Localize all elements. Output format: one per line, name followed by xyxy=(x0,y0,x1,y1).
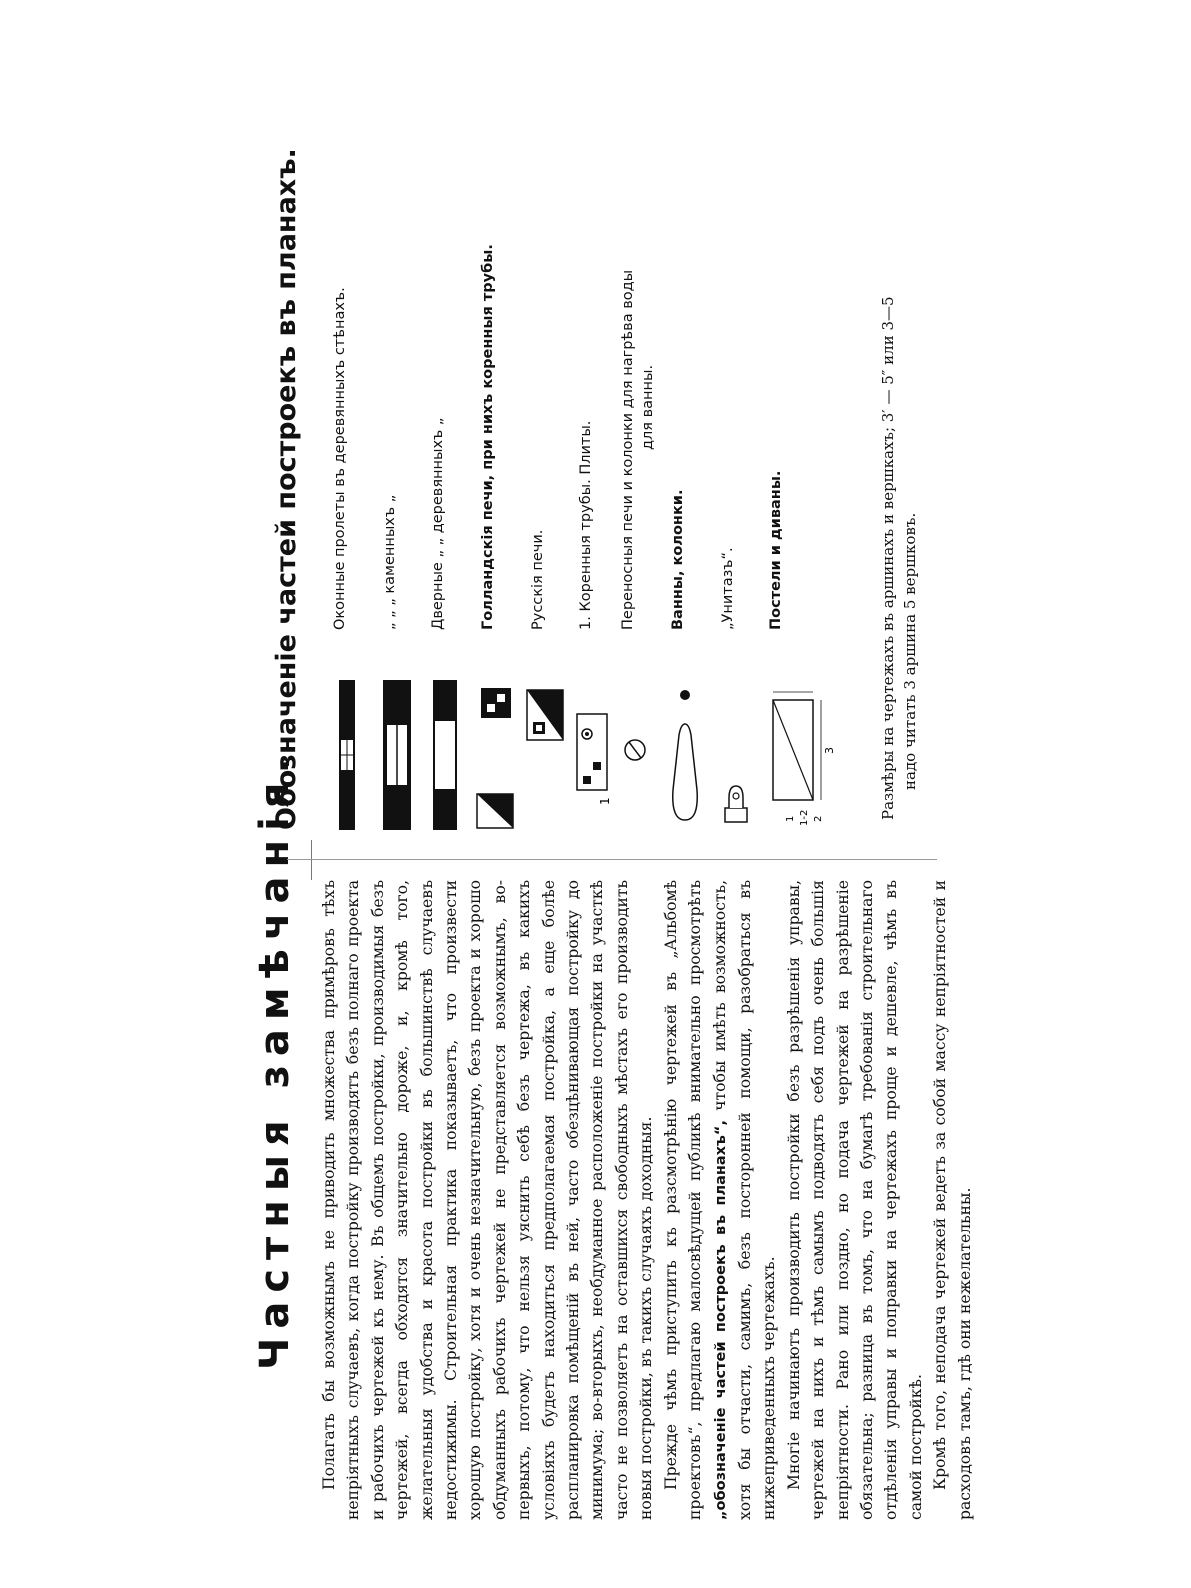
legend-row-toilet xyxy=(715,190,755,830)
dim-label-a: 1 xyxy=(785,815,796,822)
paragraph-3-text: Многіе начинаютъ производить постройки безъ разрѣшенія управы, чертежей на нихъ и тѣмъ самымъ подводятъ себя подъ очень большія непріятности. Рано или поздно, но подача чертежей на разрѣшеніе обязательна; разница въ томъ, что на бумагѣ требованія строительнаго отдѣленія управы и поправки на чертежахъ проще и дешевле, чѣмъ въ самой постройкѣ. xyxy=(784,880,925,1520)
legend-row-dutch-stoves xyxy=(475,190,515,830)
legend-row-baths xyxy=(665,190,705,830)
paragraph-4 xyxy=(928,880,977,1520)
legend-label: 1. Коренныя трубы. Плиты. xyxy=(578,420,594,630)
paragraph-2-text: Прежде чѣмъ приступить къ разсмотрѣнію чертежей въ „Альбомѣ проектовъ“, предлагаю малосвѣдущей публикѣ внимательно просмотрѣть xyxy=(661,880,705,1520)
dutch-stove-symbol xyxy=(475,680,515,830)
legend-label: Русскія печи. xyxy=(530,529,546,630)
legend-row-wood-windows xyxy=(327,190,367,830)
footnote-line-2: надо читать 3 аршина 5 вершковъ. xyxy=(901,512,919,790)
legend-row-russian-stoves xyxy=(525,190,565,830)
paragraph-1 xyxy=(317,880,659,1520)
paragraph-4-text: Кромѣ того, неподача чертежей ведетъ за собой массу непріятностей и расходовъ тамъ, гдѣ они нежелательны. xyxy=(931,880,974,1520)
page-title: Частныя замѣчанія. xyxy=(252,749,298,1370)
dim-label-c: 2 xyxy=(813,815,824,822)
legend-row-doors xyxy=(425,190,465,830)
legend-label: „ „ „ каменныхъ „ xyxy=(382,494,398,630)
bed-symbol xyxy=(763,680,843,830)
chimney-symbol xyxy=(573,680,613,830)
wood-window-symbol xyxy=(327,680,367,830)
legend-title: Обозначеніе частей построекъ въ планахъ. xyxy=(271,148,302,830)
paragraph-2 xyxy=(659,880,782,1520)
paragraph-3 xyxy=(782,880,928,1520)
paragraph-2-cont: имѣть возможность, хотя бы отчасти, самимъ, безъ посторонней помощи, разобраться въ нижеприведенныхъ чертежахъ. xyxy=(710,880,779,1520)
toilet-symbol xyxy=(715,680,755,830)
legend-label: Голландскія печи, при нихъ коренныя трубы. xyxy=(480,244,496,630)
column-divider xyxy=(287,859,937,860)
bath-symbol xyxy=(665,680,705,830)
legend-label: Переносныя печи и колонки для нагрѣва воды xyxy=(620,269,636,630)
legend-row-beds xyxy=(763,190,843,830)
paragraph-2-tail: чтобы xyxy=(710,1060,729,1111)
rotated-page xyxy=(247,148,974,1520)
legend-label: Постели и диваны. xyxy=(768,470,784,630)
russian-stove-symbol xyxy=(525,680,565,830)
legend-row-stone-windows xyxy=(377,190,417,830)
legend-label: Дверные „ „ деревянныхъ „ xyxy=(430,417,446,630)
legend-label: Ванны, колонки. xyxy=(670,489,686,630)
legend-label: „Унитазъ“. xyxy=(720,547,736,630)
stove-number-label: 1 xyxy=(598,797,612,805)
legend-label: для ванны. xyxy=(640,364,656,450)
stone-window-symbol xyxy=(377,680,417,830)
title-rule xyxy=(311,840,312,880)
legend-label: Оконные пролеты въ деревянныхъ стѣнахъ. xyxy=(332,287,348,630)
dim-label-b: 1-2 xyxy=(799,809,810,826)
footnote-line-1: Размѣры на чертежахъ въ аршинахъ и вершкахъ; 3′ — 5″ или 3—5 xyxy=(879,296,897,820)
paragraph-1-text: Полагать бы возможнымъ не приводить множества примѣровъ тѣхъ непріятныхъ случаевъ, когда постройку производятъ безъ полнаго проекта и рабочихъ чертежей къ нему. Въ общемъ постройки, производимыя безъ чертежей, всегда обходятся значительно дороже, и, кромѣ того, желательныя удобства и красота постройки въ большинствѣ случаевъ недостижимы. Строительная практика показываетъ, что произвести хорошую постройку, хотя и очень незначительную, безъ проекта и хорошо обдуманныхъ рабочихъ чертежей не представляется возможнымъ, во-первыхъ, потому, что нельзя уяснить себѣ безъ чертежа, въ какихъ условіяхъ будетъ находиться предполагаемая постройка, а еще болѣе распланировка помѣщеній въ ней, часто обезцѣнивающая постройку до минимума; во-вторыхъ, необдуманное расположеніе постройки на участкѣ часто не позволяетъ на оставшихся свободныхъ мѣстахъ его производить новыя постройки, въ такихъ случаяхъ доходныя. xyxy=(320,880,656,1520)
body-text-column xyxy=(317,880,977,1520)
door-symbol xyxy=(425,680,465,830)
dimensions-footnote xyxy=(877,200,921,820)
dim-label-d: 3 xyxy=(823,747,836,754)
legend-row-chimneys xyxy=(573,190,613,830)
inline-bold-phrase: „обозначеніе частей построекъ въ планахъ“, xyxy=(712,1120,729,1520)
